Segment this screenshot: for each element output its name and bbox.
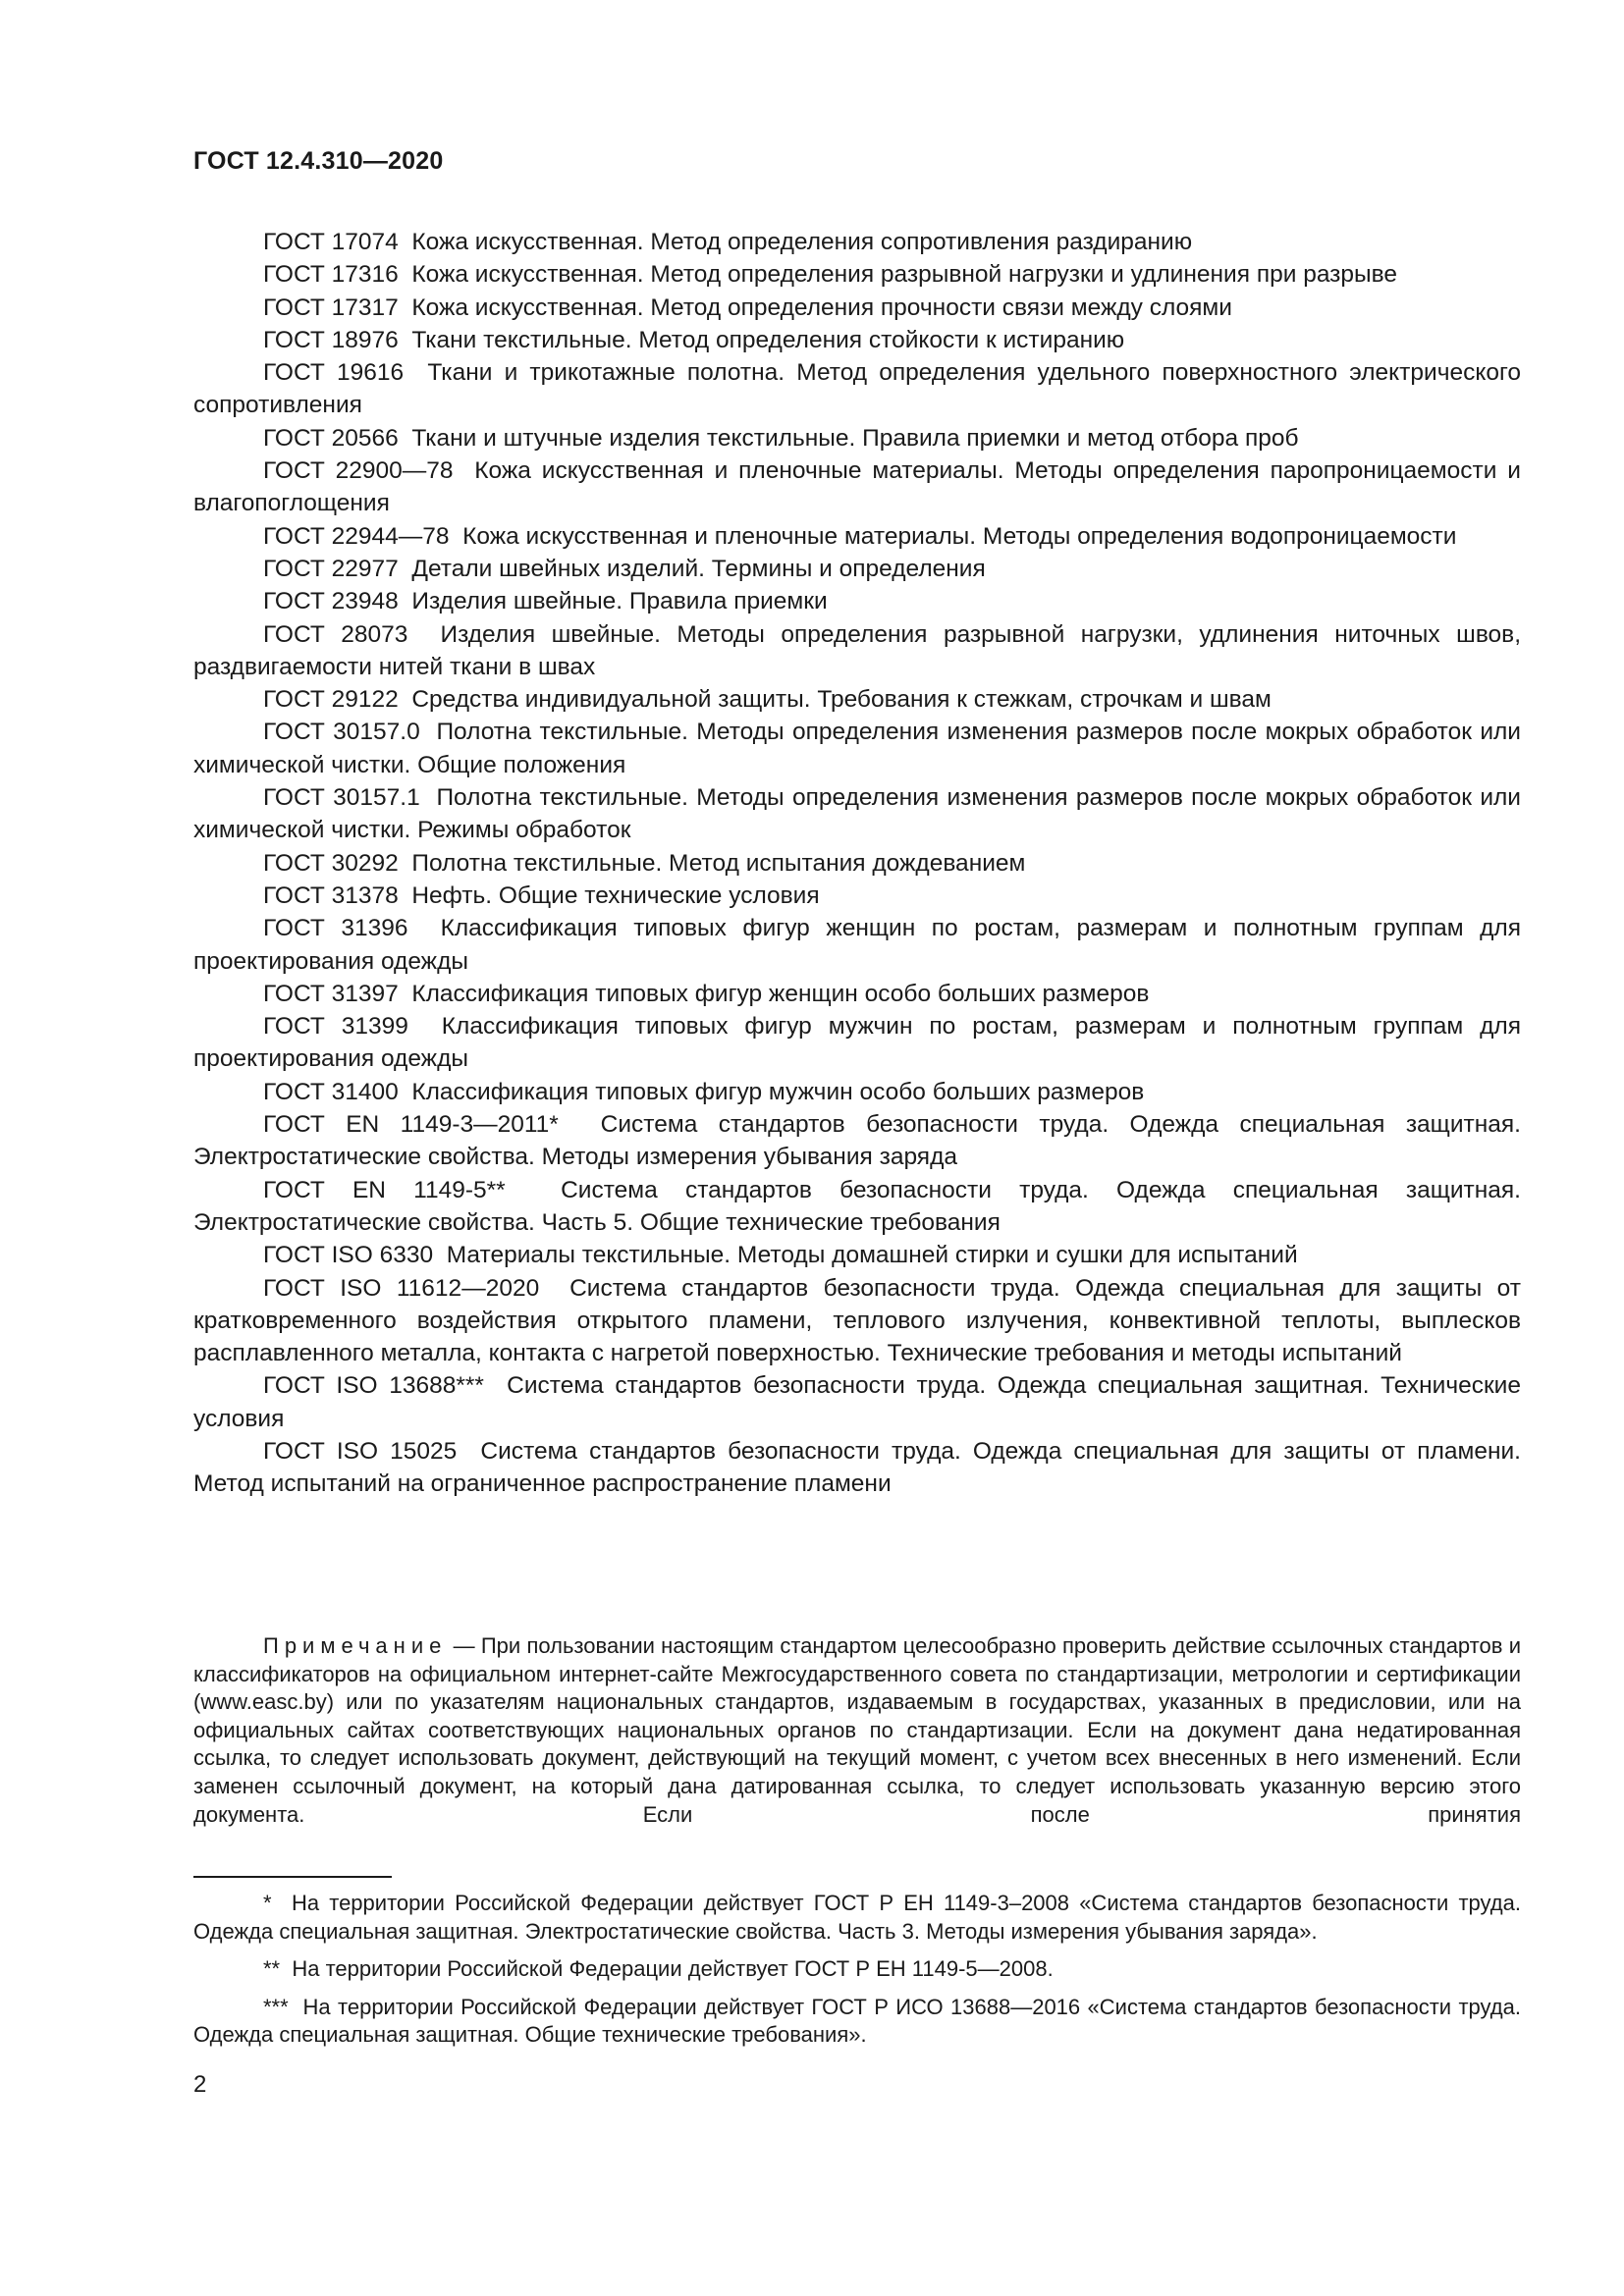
footnote-text: На территории Российской Федерации действует ГОСТ Р ЕН 1149-5—2008.	[292, 1956, 1054, 1982]
reference-code: ГОСТ 30157.0	[263, 719, 420, 746]
reference-code: ГОСТ 30292	[263, 849, 399, 877]
reference-title: Ткани и штучные изделия текстильные. Правила приемки и метод отбора проб	[411, 424, 1299, 452]
reference-title: Классификация типовых фигур женщин по ростам, размерам и полнотным группам для проектирования одежды	[193, 915, 1521, 975]
reference-item	[193, 258, 1521, 291]
reference-code: ГОСТ ISO 13688***	[263, 1372, 484, 1400]
reference-item	[193, 1272, 1521, 1370]
reference-title: Система стандартов безопасности труда. Одежда специальная для защиты от пламени. Метод испытаний на ограниченное распространение пламени	[193, 1437, 1521, 1498]
reference-title: Система стандартов безопасности труда. Одежда специальная защитная. Технические условия	[193, 1372, 1521, 1432]
note-label: Примечание	[263, 1633, 448, 1658]
note-text: — При пользовании настоящим стандартом целесообразно проверить действие ссылочных стандартов и классификаторов на официальном интернет-сайте Межгосударственного совета по стандартизации, метрологии и сертификации (www.easc.by) или по указателям национальных стандартов, издаваемым в государствах, указанных в предисловии, или на официальных сайтах соответствующих национальных органов по стандартизации. Если на документ дана недатированная ссылка, то следует использовать документ, действующий на текущий момент, с учетом всех внесенных в него изменений. Если заменен ссылочный документ, на который дана датированная ссылка, то следует использовать указанную версию этого документа. Если после принятия	[193, 1633, 1521, 1827]
reference-title: Полотна текстильные. Методы определения изменения размеров после мокрых обработок или химической чистки. Общие положения	[193, 719, 1521, 778]
reference-code: ГОСТ 19616	[263, 359, 405, 387]
reference-title: Детали швейных изделий. Термины и определения	[411, 555, 986, 582]
reference-title: Кожа искусственная. Метод определения прочности связи между слоями	[411, 294, 1232, 321]
footnotes	[193, 1890, 1521, 2059]
footnote-item	[193, 1890, 1521, 1946]
reference-title: Кожа искусственная. Метод определения разрывной нагрузки и удлинения при разрыве	[411, 261, 1398, 289]
footnote-mark: ***	[263, 1994, 289, 2019]
reference-code: ГОСТ 31400	[263, 1078, 399, 1105]
footnote-mark: *	[263, 1891, 272, 1915]
reference-item	[193, 292, 1521, 324]
reference-item	[193, 324, 1521, 356]
reference-code: ГОСТ 22977	[263, 555, 399, 582]
reference-title: Нефть. Общие технические условия	[411, 881, 820, 909]
reference-item	[193, 683, 1521, 716]
reference-title: Кожа искусственная и пленочные материалы. Методы определения водопроницаемости	[462, 522, 1457, 550]
reference-code: ГОСТ 31397	[263, 980, 399, 1007]
reference-code: ГОСТ EN 1149-3—2011*	[263, 1111, 559, 1139]
reference-item	[193, 716, 1521, 781]
reference-title: Полотна текстильные. Метод испытания дождеванием	[411, 849, 1026, 877]
reference-item	[193, 1010, 1521, 1076]
reference-title: Система стандартов безопасности труда. Одежда специальная для защиты от кратковременного воздействия открытого пламени, теплового излучения, конвективной теплоты, выплесков расплавленного металла, контакта с нагретой поверхностью. Технические требования и методы испытаний	[193, 1274, 1521, 1367]
reference-title: Средства индивидуальной защиты. Требования к стежкам, строчкам и швам	[411, 686, 1272, 714]
reference-code: ГОСТ 31378	[263, 881, 399, 909]
reference-code: ГОСТ 17316	[263, 261, 399, 289]
reference-item	[193, 585, 1521, 617]
reference-code: ГОСТ ISO 11612—2020	[263, 1274, 540, 1302]
reference-title: Классификация типовых фигур мужчин особо больших размеров	[411, 1078, 1145, 1105]
reference-item	[193, 781, 1521, 847]
footnote-item	[193, 1955, 1521, 1984]
reference-item	[193, 1239, 1521, 1271]
reference-title: Материалы текстильные. Методы домашней стирки и сушки для испытаний	[446, 1242, 1298, 1269]
reference-code: ГОСТ 29122	[263, 686, 399, 714]
reference-title: Кожа искусственная. Метод определения сопротивления раздиранию	[411, 229, 1193, 255]
reference-item	[193, 356, 1521, 422]
reference-item	[193, 1369, 1521, 1435]
reference-item	[193, 454, 1521, 520]
reference-code: ГОСТ 20566	[263, 424, 399, 452]
reference-title: Полотна текстильные. Методы определения изменения размеров после мокрых обработок или химической чистки. Режимы обработок	[193, 784, 1521, 844]
reference-code: ГОСТ 30157.1	[263, 784, 420, 812]
reference-title: Кожа искусственная и пленочные материалы. Методы определения паропроницаемости и влагопоглощения	[193, 457, 1521, 517]
reference-code: ГОСТ ISO 6330	[263, 1242, 434, 1269]
reference-item	[193, 912, 1521, 978]
reference-item	[193, 553, 1521, 585]
references-note	[193, 1632, 1521, 1829]
footnote-text: На территории Российской Федерации действует ГОСТ Р ИСО 13688—2016 «Система стандартов безопасности труда. Одежда специальная защитная. Общие технические требования».	[193, 1994, 1521, 2048]
reference-item	[193, 880, 1521, 912]
normative-references-list	[193, 226, 1521, 1501]
reference-item	[193, 978, 1521, 1010]
reference-title: Изделия швейные. Правила приемки	[411, 588, 828, 615]
reference-code: ГОСТ 31396	[263, 915, 408, 942]
reference-title: Классификация типовых фигур женщин особо больших размеров	[411, 980, 1150, 1007]
reference-code: ГОСТ 18976	[263, 326, 399, 353]
reference-code: ГОСТ 23948	[263, 588, 399, 615]
reference-item	[193, 1108, 1521, 1174]
footnote-separator	[193, 1876, 392, 1878]
reference-item	[193, 847, 1521, 880]
reference-code: ГОСТ 17317	[263, 294, 399, 321]
footnote-mark: **	[263, 1956, 281, 1982]
reference-item	[193, 1174, 1521, 1240]
reference-code: ГОСТ 22900—78	[263, 457, 454, 485]
reference-code: ГОСТ 31399	[263, 1013, 408, 1041]
reference-item	[193, 422, 1521, 454]
footnote-item	[193, 1994, 1521, 2050]
page-number: 2	[193, 2071, 207, 2098]
reference-code: ГОСТ 17074	[263, 229, 399, 255]
reference-title: Ткани текстильные. Метод определения стойкости к истиранию	[411, 326, 1125, 353]
reference-item	[193, 618, 1521, 684]
reference-title: Система стандартов безопасности труда. Одежда специальная защитная. Электростатические свойства. Методы измерения убывания заряда	[193, 1111, 1521, 1171]
reference-title: Система стандартов безопасности труда. Одежда специальная защитная. Электростатические свойства. Часть 5. Общие технические требования	[193, 1176, 1521, 1236]
reference-code: ГОСТ 28073	[263, 620, 408, 648]
document-code-header: ГОСТ 12.4.310—2020	[193, 147, 444, 175]
reference-item	[193, 520, 1521, 553]
reference-item	[193, 1076, 1521, 1108]
reference-item	[193, 1435, 1521, 1501]
reference-title: Классификация типовых фигур мужчин по ростам, размерам и полнотным группам для проектирования одежды	[193, 1013, 1521, 1073]
reference-title: Ткани и трикотажные полотна. Метод определения удельного поверхностного электрического сопротивления	[193, 359, 1521, 419]
reference-title: Изделия швейные. Методы определения разрывной нагрузки, удлинения ниточных швов, раздвигаемости нитей ткани в швах	[193, 620, 1522, 680]
reference-code: ГОСТ 22944—78	[263, 522, 450, 550]
reference-code: ГОСТ ISO 15025	[263, 1437, 458, 1465]
footnote-text: На территории Российской Федерации действует ГОСТ Р ЕН 1149-3–2008 «Система стандартов безопасности труда. Одежда специальная защитная. Электростатические свойства. Часть 3. Методы измерения убывания заряда».	[193, 1891, 1521, 1944]
reference-item	[193, 226, 1521, 258]
reference-code: ГОСТ EN 1149-5**	[263, 1176, 506, 1203]
